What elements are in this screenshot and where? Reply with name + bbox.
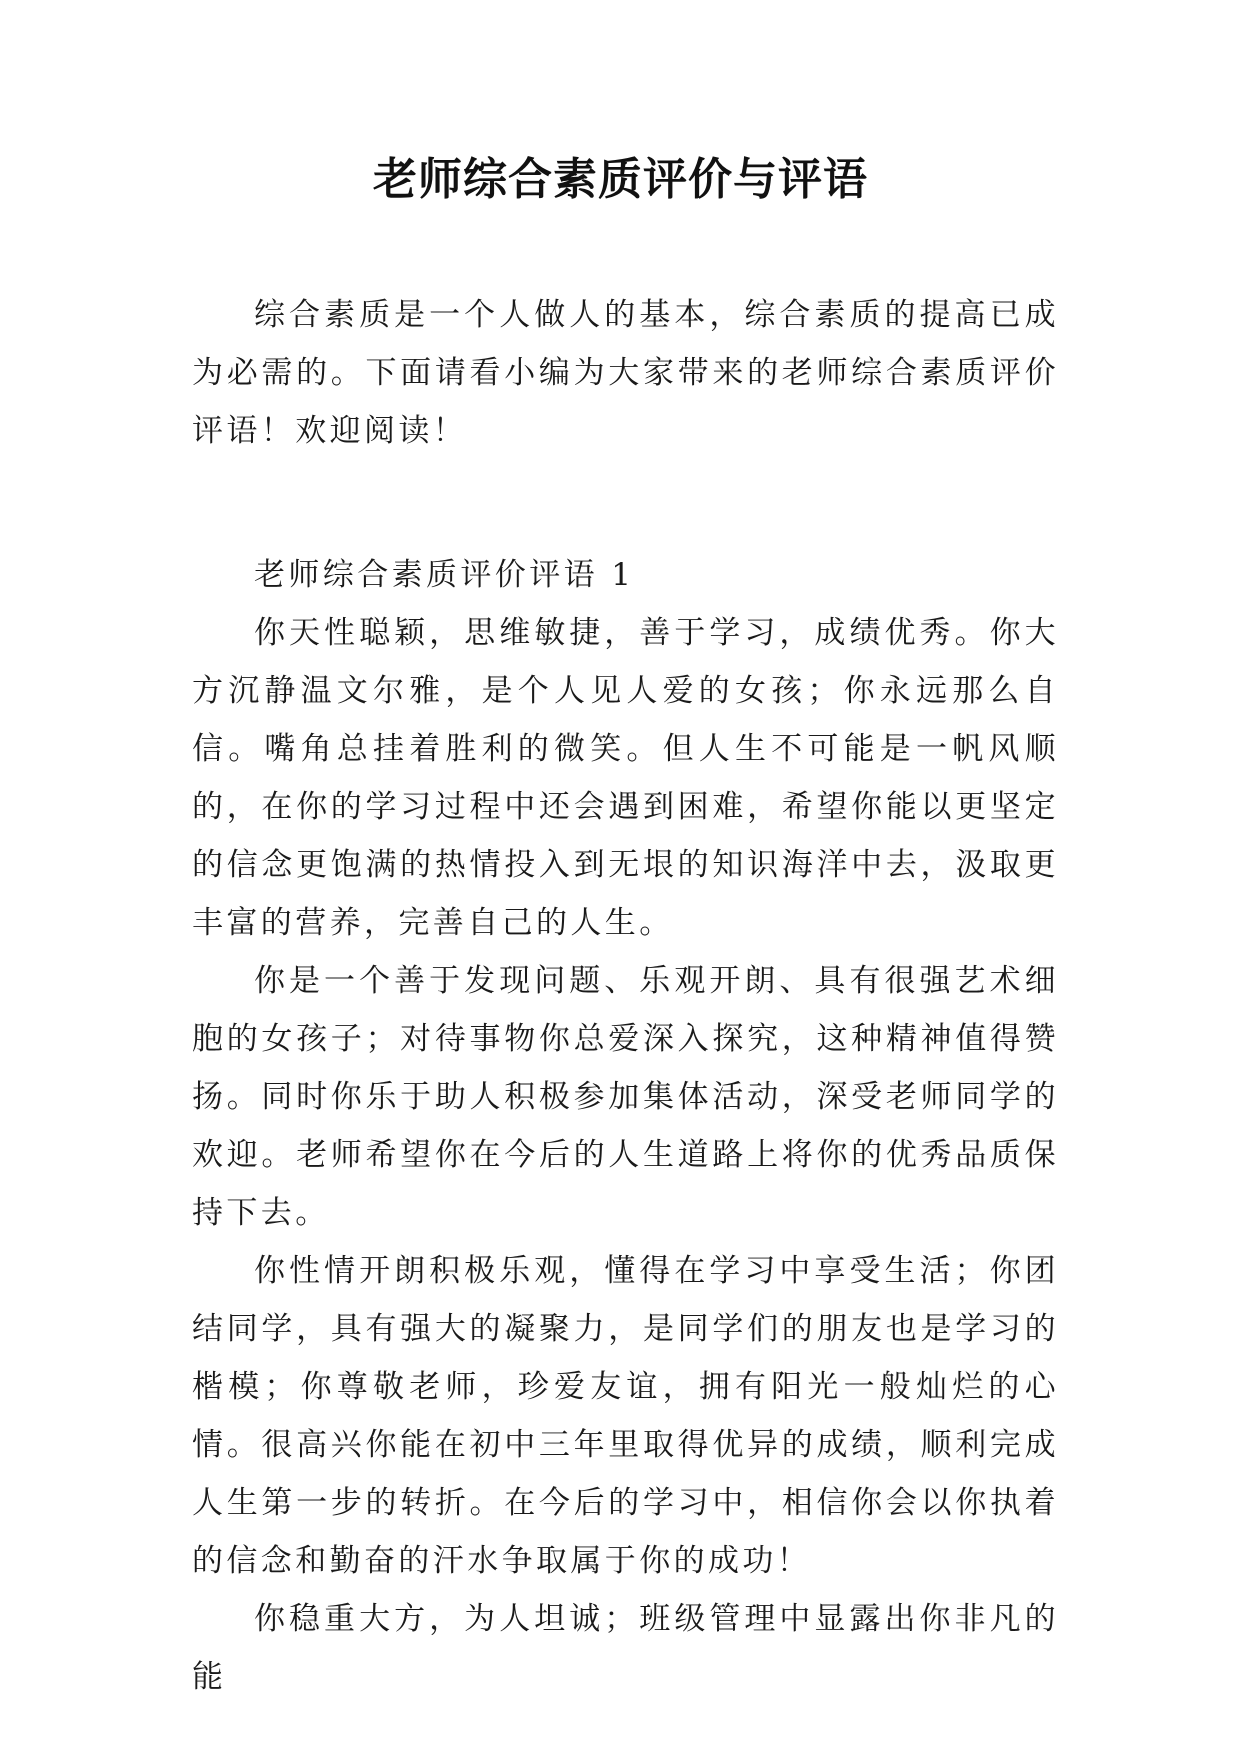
comment-paragraph-4: 你稳重大方，为人坦诚；班级管理中显露出你非凡的能 bbox=[192, 1601, 1059, 1695]
document-body bbox=[192, 286, 1059, 1706]
comment-paragraph-2: 你是一个善于发现问题、乐观开朗、具有很强艺术细胞的女孩子；对待事物你总爱深入探究，这种精神值得赞扬。同时你乐于助人积极参加集体活动，深受老师同学的欢迎。老师希望你在今后的人生道路上将你的优秀品质保持下去。 bbox=[192, 963, 1059, 1231]
section-heading: 老师综合素质评价评语 1 bbox=[254, 557, 635, 593]
comment-paragraph-3: 你性情开朗积极乐观，懂得在学习中享受生活；你团结同学，具有强大的凝聚力，是同学们的朋友也是学习的楷模；你尊敬老师，珍爱友谊，拥有阳光一般灿烂的心情。很高兴你能在初中三年里取得优异的成绩，顺利完成人生第一步的转折。在今后的学习中，相信你会以你执着的信念和勤奋的汗水争取属于你的成功！ bbox=[192, 1253, 1059, 1579]
section-spacer bbox=[192, 460, 1059, 546]
comment-paragraph-1: 你天性聪颖，思维敏捷，善于学习，成绩优秀。你大方沉静温文尔雅，是个人见人爱的女孩；你永远那么自信。嘴角总挂着胜利的微笑。但人生不可能是一帆风顺的，在你的学习过程中还会遇到困难，希望你能以更坚定的信念更饱满的热情投入到无垠的知识海洋中去，汲取更丰富的营养，完善自己的人生。 bbox=[192, 615, 1059, 941]
document-title: 老师综合素质评价与评语 bbox=[373, 154, 868, 205]
intro-paragraph: 综合素质是一个人做人的基本，综合素质的提高已成为必需的。下面请看小编为大家带来的老师综合素质评价评语！欢迎阅读！ bbox=[192, 297, 1059, 449]
